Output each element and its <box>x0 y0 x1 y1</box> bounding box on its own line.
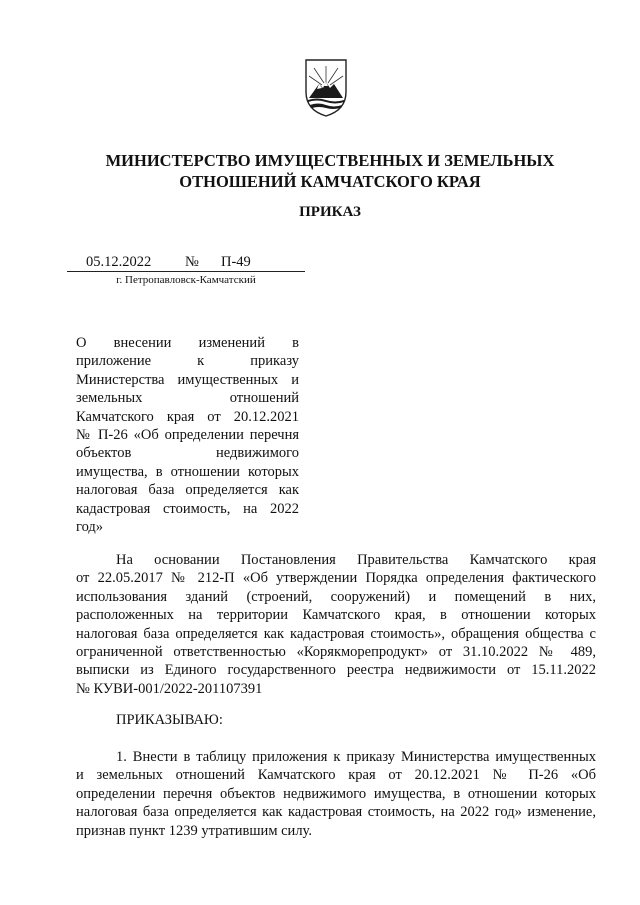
subject-line: О внесении изменений в <box>76 335 299 351</box>
item-line: определении перечня объектов недвижимого имущества, в отношении которых <box>76 785 596 802</box>
issue-city: г. Петропавловск-Камчатский <box>116 274 256 286</box>
kamchatka-coat-of-arms-icon <box>303 58 349 118</box>
order-command: ПРИКАЗЫВАЮ: <box>116 712 223 728</box>
item-line: и земельных отношений Камчатского края от 20.12.2021 № П-26 «Об <box>76 767 596 784</box>
date-number-underline <box>67 271 305 272</box>
order-number: П-49 <box>221 254 251 270</box>
ministry-name-line-2: ОТНОШЕНИЙ КАМЧАТСКОГО КРАЯ <box>179 172 481 191</box>
preamble-line: выписки из Единого государственного реестра недвижимости от 15.11.2022 <box>76 662 596 679</box>
number-sign: № <box>185 254 199 270</box>
subject-line: кадастровая стоимость, на 2022 <box>76 500 299 517</box>
subject-line: Министерства имущественных и <box>76 371 299 388</box>
order-subject <box>76 334 299 536</box>
subject-line: объектов недвижимого <box>76 445 299 462</box>
subject-line: налоговая база определяется как <box>76 482 299 499</box>
preamble-line: № КУВИ-001/2022-201107391 <box>76 680 263 697</box>
preamble-line: налоговая база определяется как кадастровая стоимость», обращения общества с <box>76 625 596 642</box>
item-line: 1. Внести в таблицу приложения к приказу Министерства имущественных <box>116 749 596 765</box>
preamble-paragraph <box>76 551 596 698</box>
document-type-title: ПРИКАЗ <box>299 204 361 220</box>
preamble-line: ограниченной ответственностью «Корякморепродукт» от 31.10.2022 № 489, <box>76 644 596 661</box>
item-line: налоговая база определяется как кадастровая стоимость, на 2022 год» изменение, <box>76 804 596 821</box>
subject-line: № П-26 «Об определении перечня <box>76 427 299 444</box>
preamble-line: от 22.05.2017 № 212-П «Об утверждении Порядка определения фактического <box>76 570 596 587</box>
subject-line: земельных отношений <box>76 390 299 407</box>
order-date: 05.12.2022 <box>86 254 152 270</box>
preamble-line: расположенных на территории Камчатского края, в отношении которых <box>76 607 596 624</box>
ministry-name-line-1: МИНИСТЕРСТВО ИМУЩЕСТВЕННЫХ И ЗЕМЕЛЬНЫХ <box>105 151 555 170</box>
preamble-line: использования зданий (строений, сооружений) и помещений в них, <box>76 588 596 605</box>
preamble-line: На основании Постановления Правительства Камчатского края <box>116 552 596 568</box>
order-item-1 <box>76 748 596 840</box>
ministry-name <box>60 150 600 192</box>
item-line: признав пункт 1239 утратившим силу. <box>76 822 312 839</box>
subject-line: имущества, в отношении которых <box>76 463 299 480</box>
subject-line: год» <box>76 519 104 536</box>
subject-line: Камчатского края от 20.12.2021 <box>76 408 299 425</box>
subject-line: приложение к приказу <box>76 353 299 370</box>
